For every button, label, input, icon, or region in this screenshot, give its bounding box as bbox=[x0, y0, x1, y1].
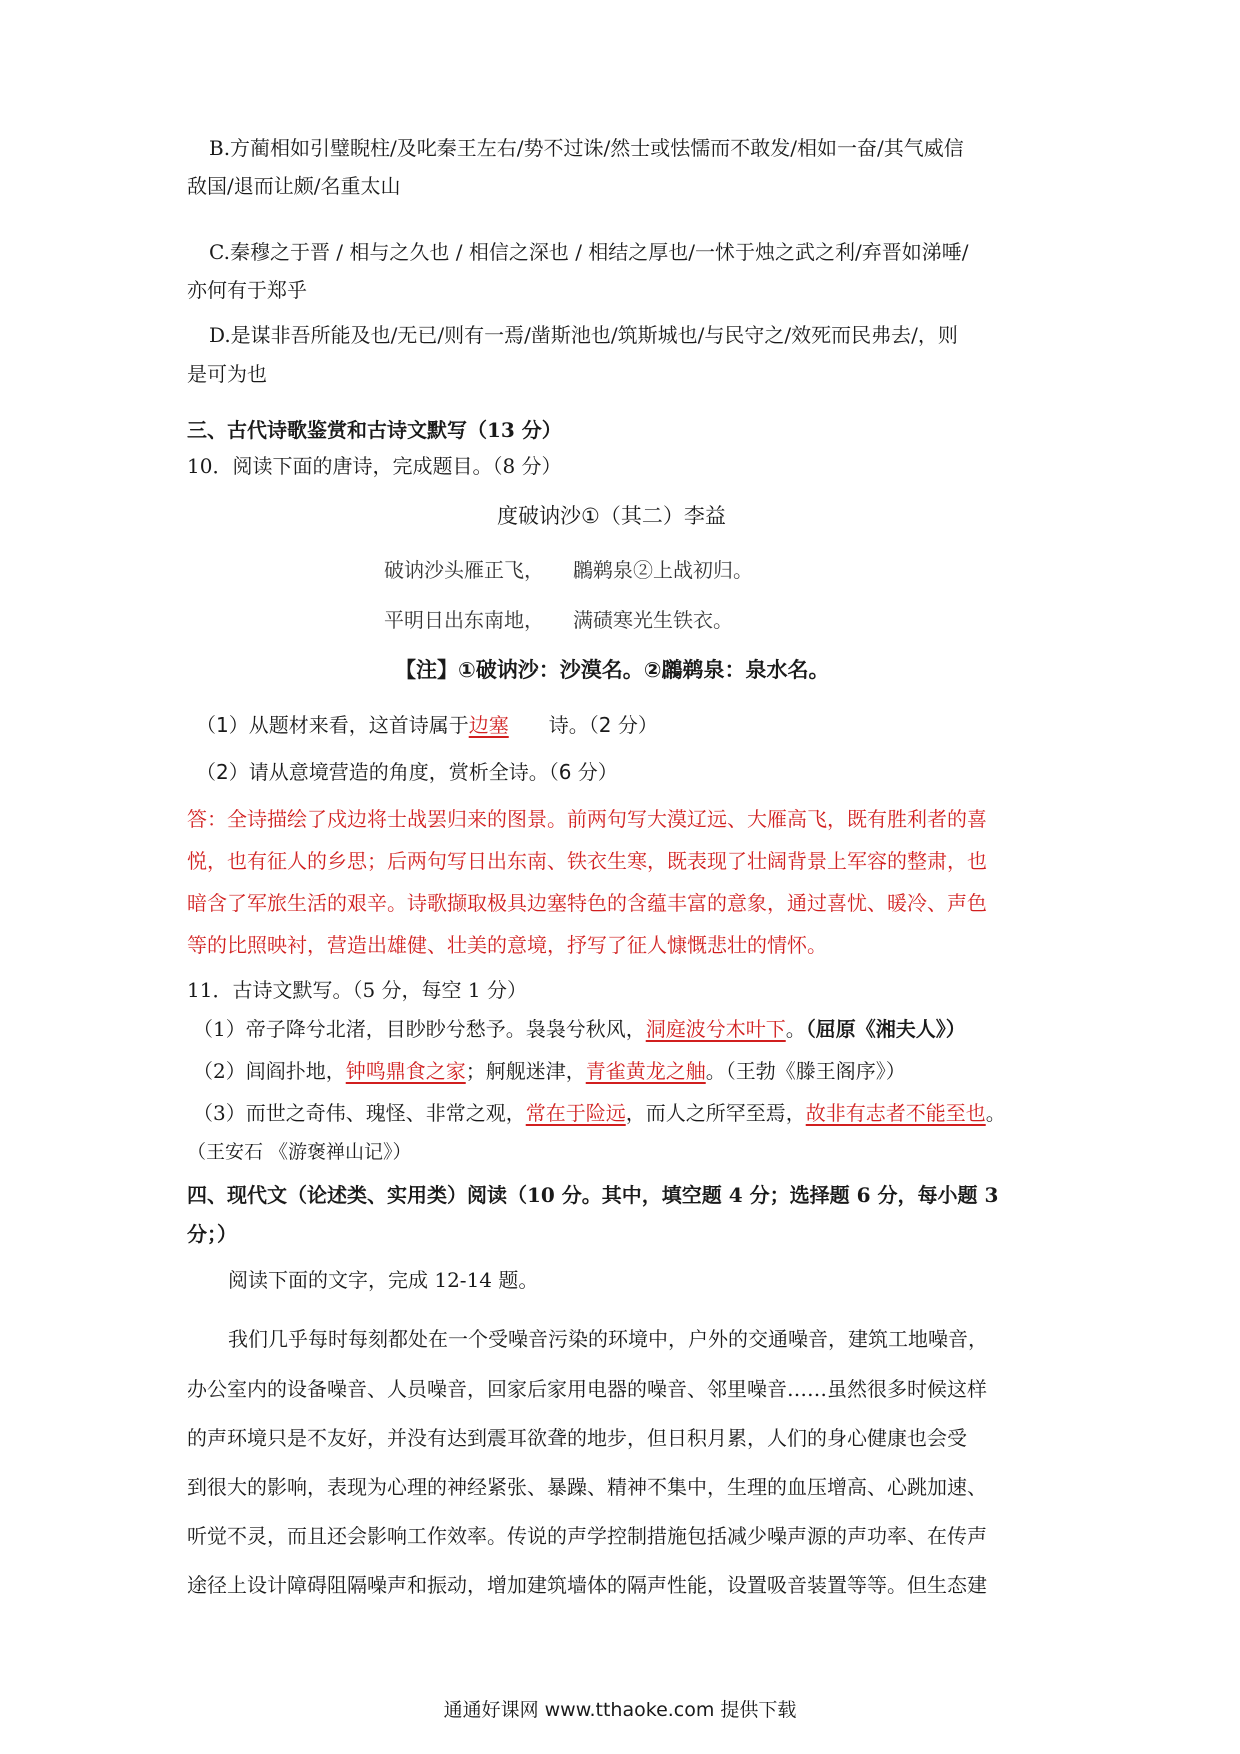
q11-1-stem: （1）帝子降兮北渚，目眇眇兮愁予。袅袅兮秋风， bbox=[193, 1017, 646, 1041]
passage-line: 途径上设计障碍阻隔噪声和振动，增加建筑墙体的隔声性能，设置吸音装置等等。但生态建 bbox=[187, 1573, 987, 1597]
q11-1-answer: 洞庭波兮木叶下 bbox=[645, 1017, 786, 1041]
q11-2-mid: ；舸舰迷津， bbox=[465, 1059, 586, 1083]
option-b-line-1: B.方蔺相如引璧睨柱/及叱秦王左右/势不过诛/然士或怯懦而不敢发/相如一奋/其气威信 bbox=[209, 136, 964, 160]
question-10-1-answer: 边塞 bbox=[468, 713, 509, 737]
answer-line: 等的比照映衬，营造出雄健、壮美的意境，抒写了征人慷慨悲壮的情怀。 bbox=[187, 933, 827, 957]
q11-2-stem: （2）闾阎扑地， bbox=[193, 1059, 346, 1083]
q11-2-source: 。（王勃《滕王阁序》） bbox=[705, 1059, 906, 1083]
poem-line-2b: 满碛寒光生铁衣。 bbox=[573, 608, 733, 632]
question-10-1-stem: （1）从题材来看，这首诗属于 bbox=[196, 713, 469, 737]
q11-3-mid: ，而人之所罕至焉， bbox=[625, 1101, 806, 1125]
passage-line: 我们几乎每时每刻都处在一个受噪音污染的环境中，户外的交通噪音，建筑工地噪音， bbox=[228, 1327, 988, 1351]
q11-3-punct: 。 bbox=[985, 1101, 1006, 1125]
q11-3-answer-1: 常在于险远 bbox=[525, 1101, 626, 1125]
section-4-heading-line-1: 四、现代文（论述类、实用类）阅读（10 分。其中，填空题 4 分；选择题 6 分，每小题 3 bbox=[187, 1183, 999, 1207]
question-10-1-points: 诗。（2 分） bbox=[548, 713, 658, 737]
section-3-heading: 三、古代诗歌鉴赏和古诗文默写（13 分） bbox=[187, 418, 562, 442]
question-11: 11．古诗文默写。（5 分，每空 1 分） bbox=[187, 978, 527, 1002]
reading-intro: 阅读下面的文字，完成 12-14 题。 bbox=[228, 1268, 539, 1292]
poem-line-2a: 平明日出东南地， bbox=[384, 608, 544, 632]
page-footer: 通通好课网 www.tthaoke.com 提供下载 bbox=[443, 1699, 797, 1721]
passage-line: 到很大的影响，表现为心理的神经紧张、暴躁、精神不集中，生理的血压增高、心跳加速、 bbox=[187, 1475, 987, 1499]
poem-line-1a: 破讷沙头雁正飞， bbox=[384, 558, 544, 582]
q11-3-answer-2: 故非有志者不能至也 bbox=[805, 1101, 986, 1125]
q11-2-answer-2: 青雀黄龙之舳 bbox=[585, 1059, 706, 1083]
passage-line: 听觉不灵，而且还会影响工作效率。传说的声学控制措施包括减少噪声源的声功率、在传声 bbox=[187, 1524, 987, 1548]
poem-title: 度破讷沙①（其二）李益 bbox=[497, 504, 726, 528]
option-c-line-1: C.秦穆之于晋 / 相与之久也 / 相信之深也 / 相结之厚也/一怵于烛之武之利/弃晋如涕唾/ bbox=[209, 240, 969, 264]
question-10: 10．阅读下面的唐诗，完成题目。（8 分） bbox=[187, 454, 562, 478]
option-c-line-2: 亦何有于郑乎 bbox=[187, 278, 307, 302]
passage-line: 办公室内的设备噪音、人员噪音，回家后家用电器的噪音、邻里噪音……虽然很多时候这样 bbox=[187, 1377, 987, 1401]
question-10-1 bbox=[196, 710, 658, 740]
q11-1-punct: 。 bbox=[785, 1017, 806, 1041]
q11-2-answer-1: 钟鸣鼎食之家 bbox=[345, 1059, 466, 1083]
poem-line-1b: 鸊鹈泉②上战初归。 bbox=[573, 558, 753, 582]
poem-note: 【注】①破讷沙：沙漠名。②鸊鹈泉：泉水名。 bbox=[395, 658, 830, 682]
question-10-2: （2）请从意境营造的角度，赏析全诗。（6 分） bbox=[196, 760, 618, 784]
question-11-1 bbox=[193, 1014, 966, 1044]
answer-line: 答：全诗描绘了戍边将士战罢归来的图景。前两句写大漠辽远、大雁高飞，既有胜利者的喜 bbox=[187, 807, 987, 831]
answer-line: 悦，也有征人的乡思；后两句写日出东南、铁衣生寒，既表现了壮阔背景上军容的整肃，也 bbox=[187, 849, 987, 873]
question-11-3 bbox=[193, 1098, 1006, 1128]
option-d-line-2: 是可为也 bbox=[187, 362, 267, 386]
q11-3-stem: （3）而世之奇伟、瑰怪、非常之观， bbox=[193, 1101, 526, 1125]
q11-1-source: （屈原《湘夫人》） bbox=[805, 1017, 966, 1041]
passage-line: 的声环境只是不友好，并没有达到震耳欲聋的地步，但日积月累，人们的身心健康也会受 bbox=[187, 1426, 967, 1450]
section-4-heading-line-2: 分；） bbox=[187, 1222, 237, 1246]
question-11-3-source: （王安石 《游褒禅山记》） bbox=[187, 1141, 412, 1163]
question-11-2 bbox=[193, 1056, 906, 1086]
option-d-line-1: D.是谋非吾所能及也/无已/则有一焉/凿斯池也/筑斯城也/与民守之/效死而民弗去/，则 bbox=[209, 323, 958, 347]
option-b-line-2: 敌国/退而让颇/名重太山 bbox=[187, 174, 401, 198]
answer-line: 暗含了军旅生活的艰辛。诗歌撷取极具边塞特色的含蕴丰富的意象，通过喜忧、暖冷、声色 bbox=[187, 891, 987, 915]
